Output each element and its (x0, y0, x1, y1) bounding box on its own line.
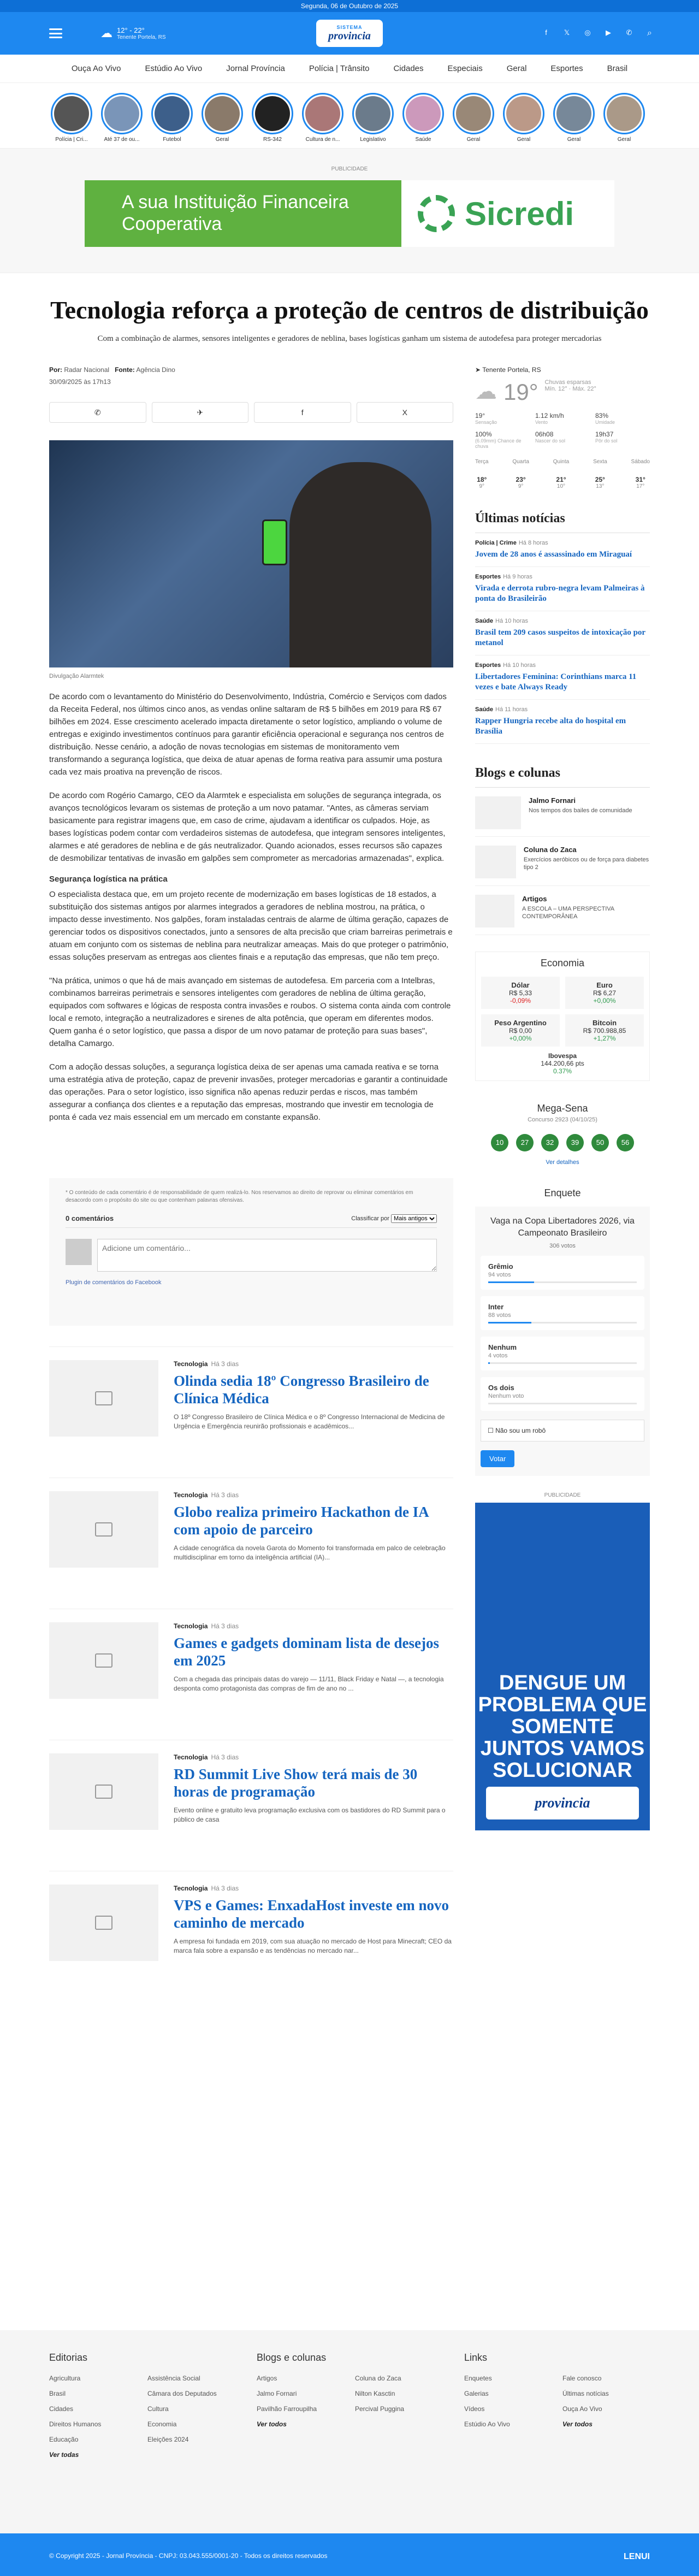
nav-item[interactable]: Cidades (393, 64, 424, 73)
blogs-title: Blogs e colunas (475, 766, 650, 788)
story-item[interactable]: Saúde (402, 93, 445, 148)
image-placeholder-icon (95, 1391, 112, 1405)
image-caption: Divulgação Alarmtek (49, 673, 104, 680)
main-nav (0, 55, 699, 83)
blog-item[interactable]: Coluna do Zaca Exercícios aeróbicos ou de força para diabetes tipo 2 (475, 837, 650, 886)
sicredi-banner[interactable]: A sua Instituição Financeira Cooperativa Sicredi (85, 180, 614, 247)
news-item[interactable]: Saúde Há 11 horas Rapper Hungria recebe alta do hospital em Brasília (475, 700, 650, 744)
poll-option[interactable]: Grêmio 94 votos (481, 1256, 644, 1290)
comment-input[interactable] (97, 1239, 437, 1272)
avatar (66, 1239, 92, 1265)
nav-item[interactable]: Polícia | Trânsito (309, 64, 370, 73)
story-item[interactable]: Até 37 de ou... (100, 93, 143, 148)
share-facebook-button[interactable]: f (254, 402, 351, 423)
vote-button[interactable]: Votar (481, 1450, 514, 1467)
nav-item[interactable]: Ouça Ao Vivo (71, 64, 121, 73)
story-item[interactable]: Futebol (151, 93, 193, 148)
story-item[interactable]: Polícia | Cri... (50, 93, 93, 148)
latest-title: Últimas notícias (475, 511, 650, 533)
image-placeholder-icon (95, 1522, 112, 1537)
byline: Por: Radar Nacional Fonte: Agência Dino 30/09/2025 às 17h13 (49, 366, 453, 386)
twitter-icon[interactable]: 𝕏 (564, 28, 570, 37)
dengue-ad[interactable]: DENGUE UM PROBLEMA QUE SOMENTE JUNTOS VAMOS SOLUCIONAR provincia (475, 1503, 650, 1830)
ad-zone (0, 149, 699, 273)
news-item[interactable]: Esportes Há 9 horas Virada e derrota rubro-negra levam Palmeiras à ponta do Brasileirão (475, 567, 650, 611)
stories-bar (0, 83, 699, 149)
related-item[interactable]: Tecnologia Há 3 dias RD Summit Live Show terá mais de 30 horas de programação Evento online e gratuito leva programação exclusiva com os bastidores do RD Summit para o público de casa (49, 1740, 453, 1871)
share-whatsapp-button[interactable]: ✆ (49, 402, 146, 423)
nav-item[interactable]: Especiais (447, 64, 483, 73)
author: Radar Nacional (64, 366, 110, 374)
youtube-icon[interactable]: ▶ (606, 28, 611, 37)
mega-sena-widget: Mega-Sena Concurso 2923 (04/10/25) 10 27 32 39 50 56 Ver detalhes (475, 1103, 650, 1166)
nav-item[interactable]: Jornal Província (226, 64, 285, 73)
publish-date: 30/09/2025 às 17h13 (49, 378, 111, 386)
location-pin-icon: ➤ (475, 366, 481, 374)
header-city: Tenente Portela, RS (117, 34, 166, 40)
article-image (49, 440, 453, 667)
blog-item[interactable]: Jalmo Fornari Nos tempos dos bailes de comunidade (475, 788, 650, 837)
poll-widget: Enquete Vaga na Copa Libertadores 2026, via Campeonato Brasileiro 306 votos Grêmio 94 votos Inter 88 votos Nenhum 4 votos Os dois Nenhum voto ☐ Não sou um robô Votar (475, 1187, 650, 1476)
source: Agência Dino (136, 366, 175, 374)
header (0, 12, 699, 55)
header-weather[interactable] (100, 26, 166, 40)
article-body: De acordo com o levantamento do Ministério do Desenvolvimento, Indústria, Comércio e Serviços com dados da Receita Federal, nos últimos cinco anos, as vendas online saltaram de R$ 5 bilhões em 2019 para R$ 67 bilhões em 2024. Esse crescimento acelerado impacta diretamente o setor logístico, ampliando o volume de entregas e exigindo investimentos contínuos para garantir eficiência operacional e segurança nos centros de distribuição. Nesse cenário, a adoção de novas tecnologias em sistemas de monitoramento vem transformando a segurança logística, que deixa de atuar apenas de forma reativa para assumir uma postura cada vez mais proativa na prevenção de riscos. De acordo com Rogério Camargo, CEO da Alarmtek e especialista em soluções de segurança integrada, os avanços tecnológicos levaram os sistemas de proteção a um novo patamar. "Antes, as câmeras serviam basicamente para registrar imagens que, em caso de crime, ajudavam a identificar os culpados. Hoje, as bases logísticas podem contar com verdadeiros sistemas de autodefesa, que integram sensores inteligentes, alarmes e até geradores de neblina e de gás neutralizador. Quando acionados, esses recursos são capazes de desmobilizar tentativas de invasão em galpões sem comprometer as mercadorias armazenadas", explica. Segurança logística na prática O especialista destaca que, em um projeto recente de modernização em bases logísticas de 18 estados, a substituição dos sistemas antigos por alarmes integrados a geradores de neblina mostrou, na prática, o impacto desse investimento. Nos galpões, foram instaladas centrais de alarme de última geração, capazes de gerenciar todos os dispositivos conectados, junto a sensores de alta precisão que criam barreiras perimetrais e atuam em conjunto com os sistemas de neblina para neutralizar ameaças. Mais do que proteger o patrimônio, essas soluções preservam as entregas aos clientes finais e a reputação das empresas, que não tem preço. "Na prática, unimos o que há de mais avançado em sistemas de autodefesa. Em parceria com a Intelbras, combinamos barreiras perimetrais e sensores inteligentes com geradores de neblina de última geração, equipados com softwares e lógicas de resposta contra invasões e roubos. O sistema conta ainda com controle local e remoto, integração a neutralizadores e sirenes de alta potência, que operam em diferentes modos. Quem ganha é o setor logístico, que passa a dispor de um novo patamar de proteção para suas bases", detalha Camargo. Com a adoção dessas soluções, a segurança logística deixa de ser apenas uma camada reativa e se torna uma estratégia ativa de proteção, capaz de prevenir invasões, proteger mercadorias e garantir a continuidade das operações. Para o setor logístico, isso significa não apenas reduzir perdas e riscos, mas também assegurar a confiança dos clientes e a reputação das empresas, mostrando que investir em tecnologia de ponta é cada vez mais essencial em um mercado em constante expansão. (49, 692, 453, 1122)
story-item[interactable]: Legislativo (352, 93, 394, 148)
fb-plugin-link[interactable]: Plugin de comentários do Facebook (66, 1279, 162, 1286)
weather-widget: ➤ Tenente Portela, RS ☁ 19° Chuvas esparsas Mín. 12° · Máx. 22° 19° Sensação 1.12 km/h Vento 83% Umidade 100% (6.09mm) Chance de chuva 06h08 Nascer do sol 19h37 Pôr do sol Terça 18° 9° Quarta 23° 9° Quinta 21° 10° Sexta 25° 13° Sábado 31° 17° (475, 366, 650, 489)
sort-select[interactable] (391, 1214, 437, 1223)
related-item[interactable]: Tecnologia Há 3 dias Games e gadgets dominam lista de desejos em 2025 Com a chegada das principais datas do varejo — 11/11, Black Friday e Natal —, a tecnologia desponta como protagonista das compras de fim de ano no ... (49, 1609, 453, 1740)
image-placeholder-icon (95, 1916, 112, 1930)
image-placeholder-icon (95, 1785, 112, 1799)
footer: Editorias Agricultura Assistência Social Brasil Câmara dos Deputados Cidades Cultura Direitos Humanos Economia Educação Eleições 2024 Ver todas Blogs e colunas Artigos Coluna do Zaca Jalmo Fornari Nilton Kasctin Pavilhão Farroupilha Percival Puggina Ver todos Links Enquetes Fale conosco Galerias Últimas notícias Vídeos Ouça Ao Vivo Estúdio Ao Vivo Ver todos (0, 2330, 699, 2533)
story-item[interactable]: Geral (603, 93, 645, 148)
whatsapp-icon[interactable]: ✆ (626, 28, 632, 37)
news-item[interactable]: Saúde Há 10 horas Brasil tem 209 casos suspeitos de intoxicação por metanol (475, 611, 650, 655)
related-item[interactable]: Tecnologia Há 3 dias Globo realiza primeiro Hackathon de IA com apoio de parceiro A cidade cenográfica da novela Garota do Momento foi transformada em palco de celebração multidisciplinar em torno da inteligência artificial (IA)... (49, 1478, 453, 1609)
current-date: Segunda, 06 de Outubro de 2025 (300, 2, 399, 10)
story-item[interactable]: Geral (553, 93, 595, 148)
copyright-bar: © Copyright 2025 - Jornal Província - CNPJ: 03.043.555/0001-20 - Todos os direitos reservados LENUI (0, 2533, 699, 2576)
mega-details-link[interactable]: Ver detalhes (546, 1159, 579, 1166)
blog-item[interactable]: Artigos A ESCOLA – UMA PERSPECTIVA CONTEMPORÂNEA (475, 886, 650, 935)
image-placeholder-icon (95, 1653, 112, 1668)
cloud-icon: ☁ (100, 26, 112, 40)
cloud-icon: ☁ (475, 380, 497, 404)
story-item[interactable]: RS-342 (251, 93, 294, 148)
nav-item[interactable]: Geral (506, 64, 527, 73)
story-item[interactable]: Geral (201, 93, 244, 148)
news-item[interactable]: Polícia | Crime Há 8 horas Jovem de 28 anos é assassinado em Miraguaí (475, 533, 650, 567)
poll-option[interactable]: Inter 88 votos (481, 1296, 644, 1330)
share-telegram-button[interactable]: ✈ (152, 402, 249, 423)
comment-count: 0 comentários (66, 1214, 114, 1222)
instagram-icon[interactable]: ◎ (584, 28, 591, 37)
nav-item[interactable]: Estúdio Ao Vivo (145, 64, 203, 73)
related-item[interactable]: Tecnologia Há 3 dias Olinda sedia 18º Congresso Brasileiro de Clínica Médica O 18º Congresso Brasileiro de Clínica Médica e o 8º Congresso Internacional de Medicina de Urgência e Emergência reunirão profissionais e acadêmicos... (49, 1346, 453, 1478)
poll-option[interactable]: Nenhum 4 votos (481, 1337, 644, 1370)
article-title: Tecnologia reforça a proteção de centros de distribuição (50, 296, 649, 324)
story-item[interactable]: Geral (502, 93, 545, 148)
related-item[interactable]: Tecnologia Há 3 dias VPS e Games: EnxadaHost investe em novo caminho de mercado A empresa foi fundada em 2019, com sua atuação no mercado de Host para Minecraft; CEO da marca fala sobre a expansão e as tendências no mercado nar... (49, 1871, 453, 2002)
date-bar (0, 0, 699, 12)
sicredi-logo-icon (418, 195, 455, 232)
dev-logo[interactable]: LENUI (624, 2552, 650, 2561)
search-icon[interactable]: ⌕ (647, 28, 652, 38)
economy-widget: Economia Dólar R$ 5,33 -0,09% Euro R$ 6,27 +0,00% Peso Argentino R$ 0,00 +0,00% Bitcoin R$ 700.988,85 +1,27% Ibovespa 144.200,66 pts 0.37% (475, 952, 650, 1081)
story-item[interactable]: Cultura de n... (301, 93, 344, 148)
article-subtitle: Com a combinação de alarmes, sensores inteligentes e geradores de neblina, bases logísticas ganham um sistema de autodefesa para proteger mercadorias (97, 334, 602, 343)
share-bar (49, 402, 453, 423)
menu-icon[interactable] (49, 28, 62, 38)
ad-label: PUBLICIDADE (331, 166, 368, 172)
nav-item[interactable]: Esportes (550, 64, 583, 73)
site-logo[interactable]: SISTEMA provincia (316, 20, 383, 47)
header-temp: 12° - 22° (117, 26, 145, 34)
comments-section: * O conteúdo de cada comentário é de responsabilidade de quem realizá-lo. Nos reservamos ao direito de reprovar ou eliminar comentários em desacordo com o propósito do site ou que contenham palavras ofensivas. 0 comentários Classificar por Mais antigos Adicione um comentário... Plugin de comentários do Facebook (49, 1178, 453, 1326)
forecast-days: Terça 18° 9° Quarta 23° 9° Quinta 21° 10° Sexta 25° 13° Sábado 31° 17° (475, 459, 650, 489)
facebook-icon[interactable]: f (545, 28, 547, 37)
story-item[interactable]: Geral (452, 93, 495, 148)
related-list (49, 1346, 453, 2002)
poll-option[interactable]: Os dois Nenhum voto (481, 1377, 644, 1411)
nav-item[interactable]: Brasil (607, 64, 628, 73)
captcha[interactable]: ☐ Não sou um robô (481, 1420, 644, 1441)
news-item[interactable]: Esportes Há 10 horas Libertadores Feminina: Corinthians marca 11 vezes e bate Always Ready (475, 655, 650, 700)
share-x-button[interactable]: X (357, 402, 454, 423)
